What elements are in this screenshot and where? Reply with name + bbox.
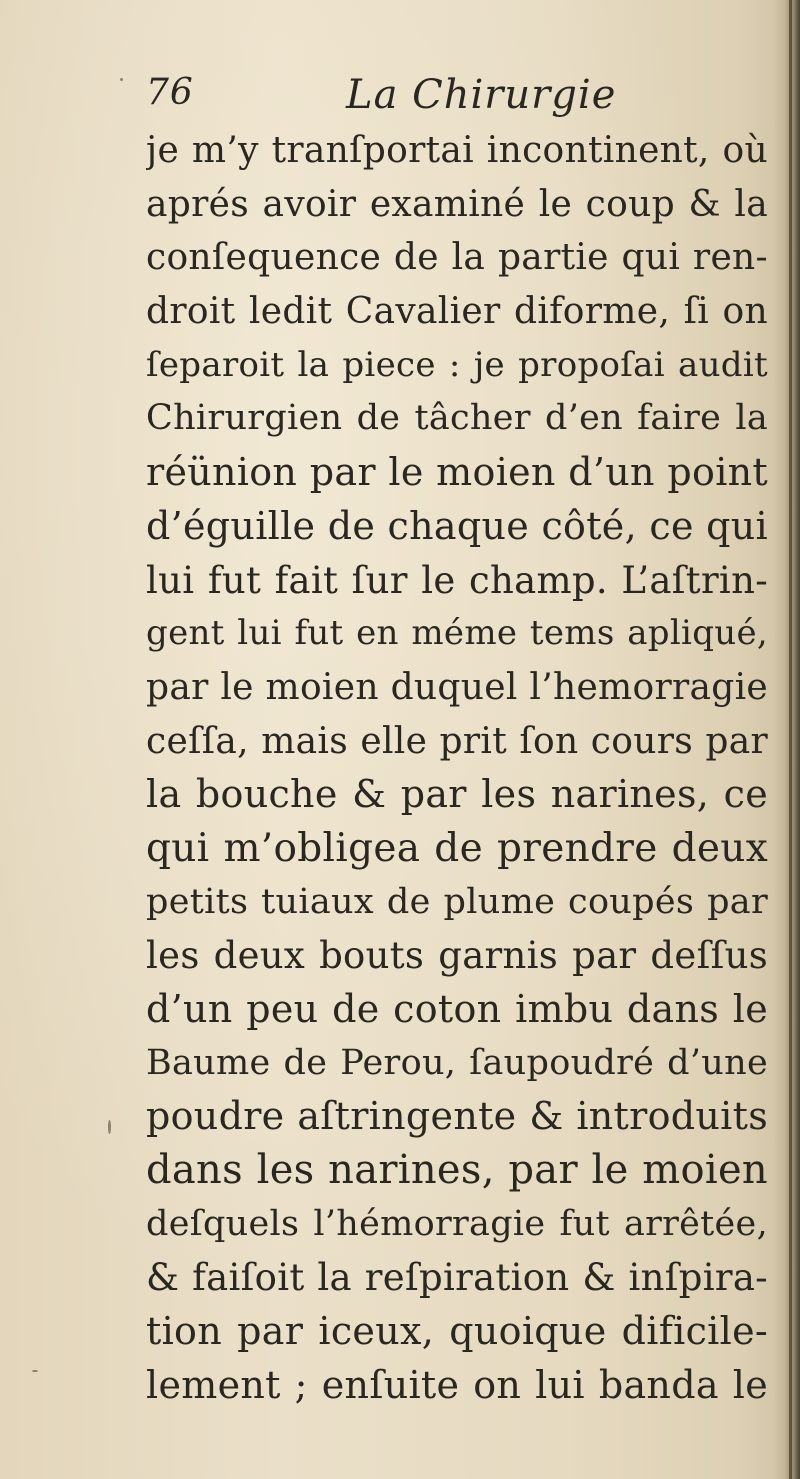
text-line: gent lui fut en méme tems apliqué,	[146, 613, 768, 654]
text-line: Chirurgien de tâcher d’en faire la	[146, 398, 768, 439]
page-number: 76	[146, 72, 194, 113]
text-line: je m’y tranſportai incontinent, où	[146, 130, 768, 171]
text-line: ceſſa, mais elle prit ſon cours par	[146, 720, 768, 762]
text-line: & faiſoit la reſpiration & inſpira-	[146, 1256, 768, 1300]
text-line: tion par iceux, quoique dificile-	[146, 1309, 768, 1354]
text-line: aprés avoir examiné le coup & la	[146, 183, 768, 225]
text-line: les deux bouts garnis par deſſus	[146, 934, 768, 978]
text-line: deſquels l’hémorragie fut arrêtée,	[146, 1203, 768, 1244]
text-line: réünion par le moien d’un point	[146, 450, 768, 495]
text-line: la bouche & par les narines, ce	[146, 772, 768, 817]
page-edge-line	[789, 0, 792, 1479]
text-line: qui m’obligea de prendre deux	[146, 825, 768, 871]
page-edge-shadow	[774, 0, 800, 1479]
paper-speck	[108, 1120, 111, 1134]
text-line: d’un peu de coton imbu dans le	[146, 987, 768, 1031]
text-line: lement ; enſuite on lui banda le	[146, 1362, 768, 1407]
paper-speck	[120, 78, 123, 81]
text-line: droit ledit Cavalier diforme, ſi on	[146, 291, 768, 333]
text-line: par le moien duquel l’hemorragie	[146, 666, 768, 708]
text-line: conſequence de la partie qui ren-	[146, 237, 768, 279]
paper-speck	[32, 1370, 38, 1372]
page-header	[146, 72, 766, 132]
text-line: poudre aſtringente & introduits	[146, 1094, 768, 1139]
text-line: lui fut fait ſur le champ. L’aſtrin-	[146, 558, 768, 602]
text-line: d’éguille de chaque côté, ce qui	[146, 503, 768, 548]
body-text	[146, 124, 768, 1413]
text-line: Baume de Perou, ſaupoudré d’une	[146, 1042, 768, 1083]
running-title: La Chirurgie	[346, 72, 617, 118]
text-line: dans les narines, par le moien	[146, 1147, 768, 1194]
text-line: petits tuiaux de plume coupés par	[146, 881, 768, 922]
text-line: ſeparoit la piece : je propoſai audit	[146, 344, 768, 385]
